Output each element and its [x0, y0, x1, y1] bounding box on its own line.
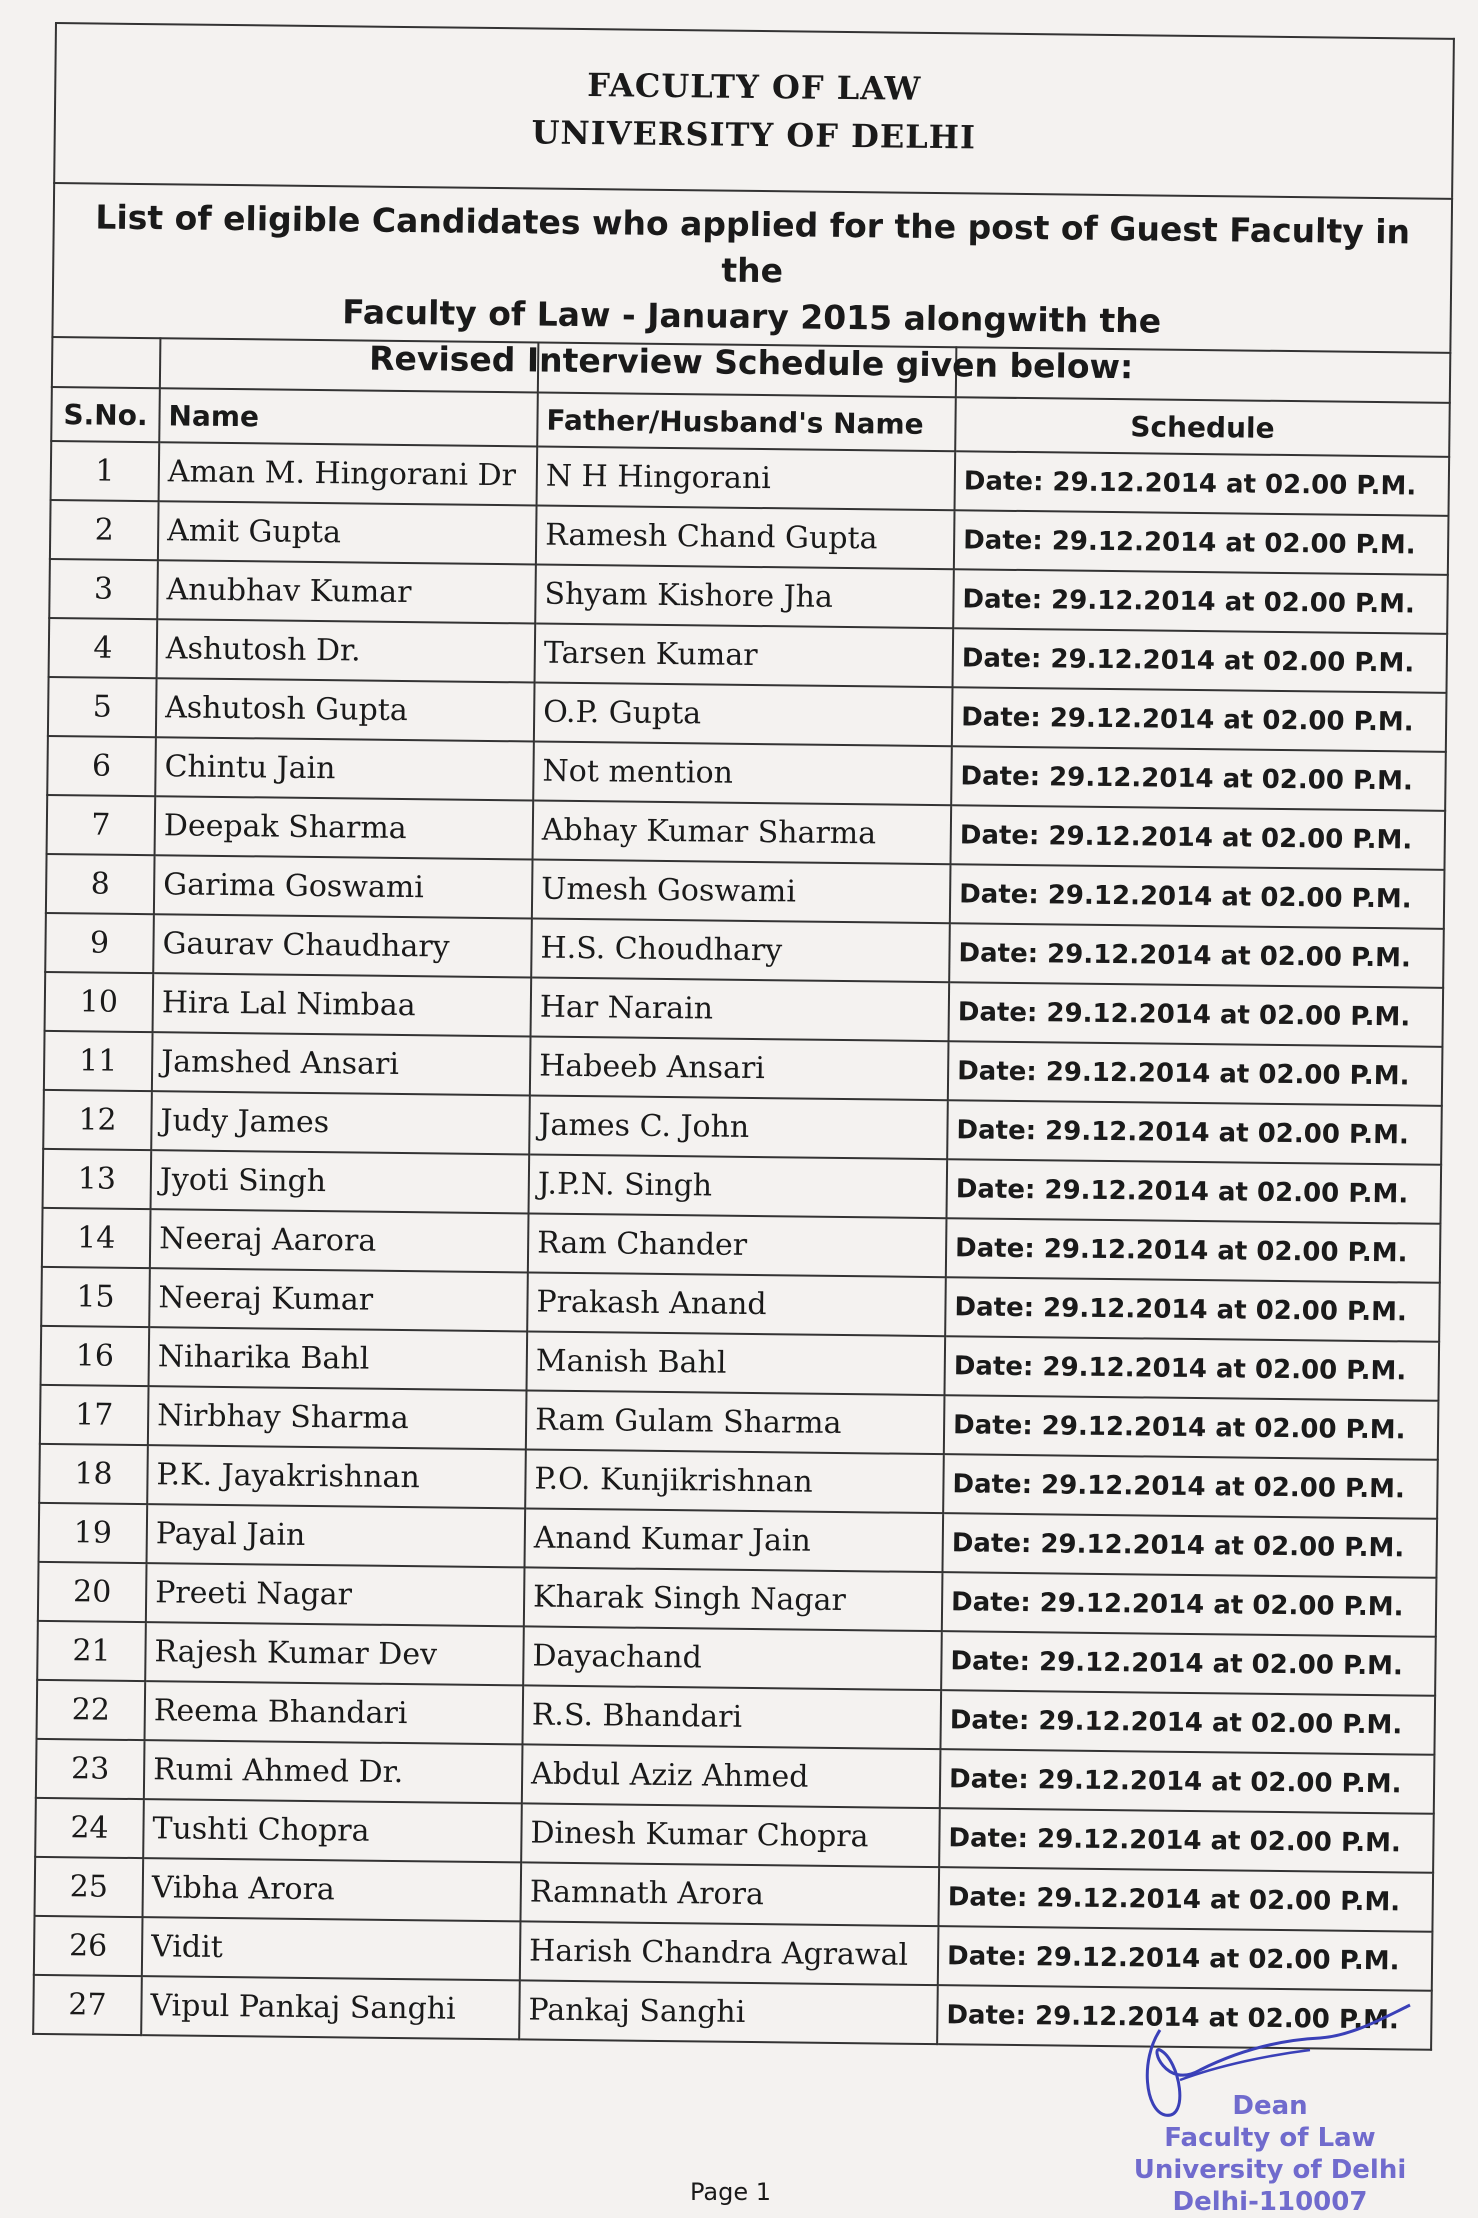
cell-sno: 15: [41, 1267, 150, 1327]
column-header-sno: S.No.: [51, 387, 160, 442]
cell-father: R.S. Bhandari: [522, 1685, 941, 1749]
cell-name: Rumi Ahmed Dr.: [144, 1740, 523, 1803]
cell-schedule: Date: 29.12.2014 at 02.00 P.M.: [952, 687, 1447, 752]
cell-sno: 3: [49, 559, 158, 619]
faculty-heading: FACULTY OF LAW: [587, 66, 922, 108]
cell-name: Gaurav Chaudhary: [153, 914, 532, 977]
cell-schedule: Date: 29.12.2014 at 02.00 P.M.: [953, 569, 1448, 634]
cell-sno: 19: [39, 1503, 148, 1563]
cell-name: Neeraj Kumar: [149, 1268, 528, 1331]
cell-sno: 4: [49, 618, 158, 678]
cell-schedule: Date: 29.12.2014 at 02.00 P.M.: [938, 1926, 1433, 1991]
cell-father: Dinesh Kumar Chopra: [521, 1803, 940, 1867]
cell-sno: 9: [45, 913, 154, 973]
column-header-name: Name: [159, 388, 538, 446]
cell-father: Anand Kumar Jain: [524, 1508, 943, 1572]
cell-father: Harish Chandra Agrawal: [520, 1921, 939, 1985]
cell-father: James C. John: [529, 1095, 948, 1159]
cell-schedule: Date: 29.12.2014 at 02.00 P.M.: [939, 1808, 1434, 1873]
document-header: [53, 22, 1455, 198]
cell-name: Aman M. Hingorani Dr: [159, 442, 538, 505]
cell-schedule: Date: 29.12.2014 at 02.00 P.M.: [947, 1100, 1442, 1165]
cell-name: Deepak Sharma: [155, 796, 534, 859]
cell-sno: 13: [43, 1149, 152, 1209]
cell-father: H.S. Choudhary: [531, 918, 950, 982]
cell-sno: 1: [51, 441, 160, 501]
cell-schedule: Date: 29.12.2014 at 02.00 P.M.: [944, 1336, 1439, 1401]
cell-father: Prakash Anand: [527, 1272, 946, 1336]
cell-sno: 5: [48, 677, 157, 737]
cell-father: N H Hingorani: [537, 446, 956, 510]
cell-father: P.O. Kunjikrishnan: [525, 1449, 944, 1513]
cell-father: J.P.N. Singh: [529, 1154, 948, 1218]
cell-schedule: Date: 29.12.2014 at 02.00 P.M.: [944, 1395, 1439, 1460]
cell-father: Dayachand: [523, 1626, 942, 1690]
cell-schedule: Date: 29.12.2014 at 02.00 P.M.: [942, 1572, 1437, 1637]
cell-name: Garima Goswami: [154, 855, 533, 918]
cell-schedule: Date: 29.12.2014 at 02.00 P.M.: [945, 1277, 1440, 1342]
cell-sno: 6: [47, 736, 156, 796]
cell-sno: 2: [50, 500, 159, 560]
cell-name: Tushti Chopra: [143, 1799, 522, 1862]
cell-father: Har Narain: [531, 977, 950, 1041]
cell-schedule: Date: 29.12.2014 at 02.00 P.M.: [940, 1690, 1435, 1755]
cell-name: Payal Jain: [147, 1504, 526, 1567]
cell-father: O.P. Gupta: [534, 682, 953, 746]
university-heading: UNIVERSITY OF DELHI: [531, 113, 977, 157]
cell-schedule: Date: 29.12.2014 at 02.00 P.M.: [948, 982, 1443, 1047]
cell-sno: 24: [35, 1798, 144, 1858]
stamp-line-1: Dean: [1232, 2091, 1308, 2121]
document-sheet: [32, 22, 1455, 2051]
cell-father: Abhay Kumar Sharma: [533, 800, 952, 864]
cell-sno: 20: [38, 1562, 147, 1622]
cell-name: Hira Lal Nimbaa: [153, 973, 532, 1036]
cell-father: Umesh Goswami: [532, 859, 951, 923]
cell-name: Vipul Pankaj Sanghi: [141, 1976, 520, 2039]
cell-sno: 27: [33, 1975, 142, 2035]
cell-name: Ashutosh Gupta: [156, 678, 535, 741]
title-line-2: Faculty of Law - January 2015 alongwith the: [342, 292, 1162, 341]
cell-schedule: Date: 29.12.2014 at 02.00 P.M.: [937, 1985, 1432, 2050]
cell-schedule: Date: 29.12.2014 at 02.00 P.M.: [938, 1867, 1433, 1932]
cell-sno: 10: [45, 972, 154, 1032]
cell-schedule: Date: 29.12.2014 at 02.00 P.M.: [951, 805, 1446, 870]
cell-schedule: Date: 29.12.2014 at 02.00 P.M.: [950, 864, 1445, 929]
cell-sno: 8: [46, 854, 155, 914]
cell-father: Manish Bahl: [527, 1331, 946, 1395]
cell-father: Habeeb Ansari: [530, 1036, 949, 1100]
cell-sno: 11: [44, 1031, 153, 1091]
cell-sno: 18: [39, 1444, 148, 1504]
cell-name: Chintu Jain: [155, 737, 534, 800]
cell-sno: 22: [37, 1680, 146, 1740]
page-number: Page 1: [690, 2178, 771, 2206]
cell-father: Pankaj Sanghi: [519, 1980, 938, 2044]
cell-name: Preeti Nagar: [146, 1563, 525, 1626]
cell-name: Niharika Bahl: [149, 1327, 528, 1390]
cell-father: Kharak Singh Nagar: [524, 1567, 943, 1631]
cell-name: Reema Bhandari: [145, 1681, 524, 1744]
cell-father: Ram Chander: [528, 1213, 947, 1277]
cell-sno: 7: [47, 795, 156, 855]
cell-schedule: Date: 29.12.2014 at 02.00 P.M.: [948, 1041, 1443, 1106]
cell-name: Neeraj Aarora: [150, 1209, 529, 1272]
cell-name: Judy James: [151, 1091, 530, 1154]
column-header-father: Father/Husband's Name: [537, 393, 956, 452]
title-line-3: Revised Interview Schedule given below:: [368, 338, 1134, 387]
cell-schedule: Date: 29.12.2014 at 02.00 P.M.: [949, 923, 1444, 988]
cell-name: Jamshed Ansari: [152, 1032, 531, 1095]
cell-schedule: Date: 29.12.2014 at 02.00 P.M.: [951, 746, 1446, 811]
cell-schedule: Date: 29.12.2014 at 02.00 P.M.: [953, 628, 1448, 693]
title-line-1: List of eligible Candidates who applied for the post of Guest Faculty in the: [95, 197, 1411, 291]
cell-father: Not mention: [533, 741, 952, 805]
cell-father: Abdul Aziz Ahmed: [522, 1744, 941, 1808]
cell-sno: 26: [34, 1916, 143, 1976]
candidates-table: [32, 336, 1451, 2051]
spacer-cell: [52, 337, 161, 388]
cell-father: Ramesh Chand Gupta: [536, 505, 955, 569]
cell-name: Jyoti Singh: [151, 1150, 530, 1213]
cell-schedule: Date: 29.12.2014 at 02.00 P.M.: [943, 1454, 1438, 1519]
cell-sno: 23: [36, 1739, 145, 1799]
cell-father: Shyam Kishore Jha: [535, 564, 954, 628]
cell-father: Ram Gulam Sharma: [526, 1390, 945, 1454]
cell-sno: 17: [40, 1385, 149, 1445]
cell-schedule: Date: 29.12.2014 at 02.00 P.M.: [940, 1749, 1435, 1814]
cell-sno: 21: [37, 1621, 146, 1681]
cell-schedule: Date: 29.12.2014 at 02.00 P.M.: [946, 1218, 1441, 1283]
cell-father: Ramnath Arora: [520, 1862, 939, 1926]
cell-schedule: Date: 29.12.2014 at 02.00 P.M.: [954, 510, 1449, 575]
cell-name: Nirbhay Sharma: [148, 1386, 527, 1449]
cell-sno: 12: [43, 1090, 152, 1150]
cell-sno: 16: [41, 1326, 150, 1386]
cell-schedule: Date: 29.12.2014 at 02.00 P.M.: [955, 451, 1450, 516]
cell-name: Rajesh Kumar Dev: [145, 1622, 524, 1685]
cell-name: Ashutosh Dr.: [157, 619, 536, 682]
stamp-line-4: Delhi-110007: [1172, 2187, 1368, 2217]
cell-schedule: Date: 29.12.2014 at 02.00 P.M.: [941, 1631, 1436, 1696]
cell-name: P.K. Jayakrishnan: [147, 1445, 526, 1508]
cell-name: Vidit: [142, 1917, 521, 1980]
stamp-line-3: University of Delhi: [1133, 2155, 1407, 2185]
dean-stamp: [1120, 2090, 1420, 2218]
document-title: [51, 182, 1453, 387]
cell-schedule: Date: 29.12.2014 at 02.00 P.M.: [946, 1159, 1441, 1224]
column-header-schedule: Schedule: [955, 397, 1450, 457]
cell-name: Vibha Arora: [143, 1858, 522, 1921]
cell-schedule: Date: 29.12.2014 at 02.00 P.M.: [942, 1513, 1437, 1578]
stamp-line-2: Faculty of Law: [1164, 2123, 1376, 2153]
cell-sno: 14: [42, 1208, 151, 1268]
cell-name: Amit Gupta: [158, 501, 537, 564]
cell-name: Anubhav Kumar: [157, 560, 536, 623]
cell-sno: 25: [35, 1857, 144, 1917]
cell-father: Tarsen Kumar: [535, 623, 954, 687]
